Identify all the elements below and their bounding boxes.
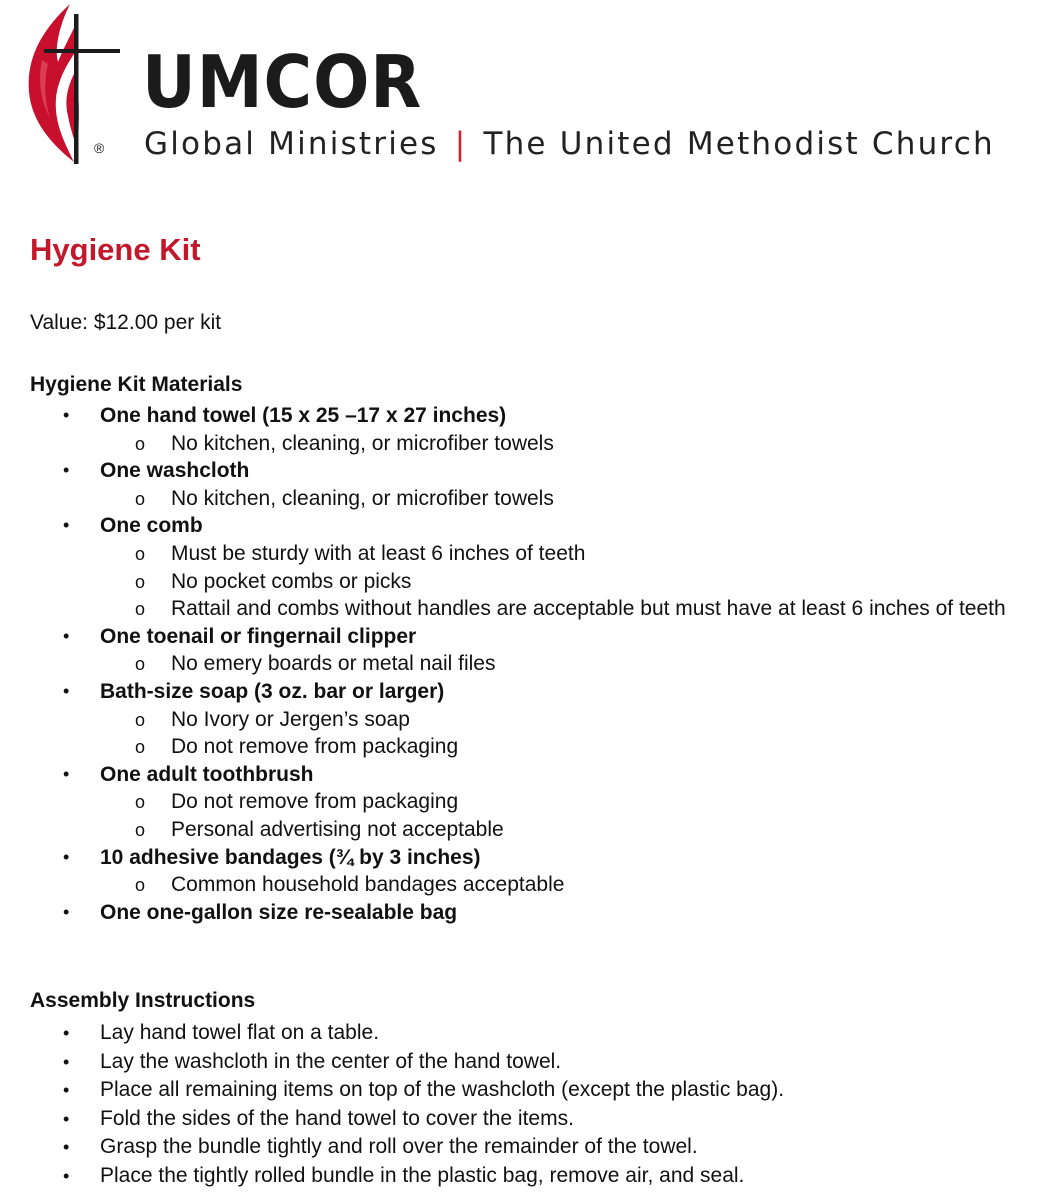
material-item-label: One toenail or fingernail clipper bbox=[100, 624, 417, 648]
material-item-label: One one-gallon size re-sealable bag bbox=[100, 900, 458, 924]
material-notes-list bbox=[100, 871, 1045, 899]
material-notes-list bbox=[100, 430, 1045, 458]
material-note bbox=[100, 595, 1045, 623]
material-item bbox=[0, 678, 1045, 761]
tagline-left: Global Ministries bbox=[144, 126, 439, 162]
assembly-step bbox=[0, 1162, 1045, 1191]
materials-list bbox=[0, 402, 1045, 926]
bullet-icon: • bbox=[63, 763, 70, 784]
material-note-text: No kitchen, cleaning, or microfiber towels bbox=[171, 486, 554, 510]
material-notes-list bbox=[100, 788, 1045, 843]
cross-and-flame-logo-icon bbox=[24, 0, 129, 168]
brand-name: UMCOR bbox=[142, 40, 423, 124]
kit-value: Value: $12.00 per kit bbox=[30, 311, 222, 334]
material-notes-list bbox=[100, 650, 1045, 678]
circle-bullet-icon: o bbox=[135, 737, 146, 758]
material-item bbox=[0, 512, 1045, 622]
bullet-icon: • bbox=[63, 405, 70, 425]
circle-bullet-icon: o bbox=[135, 792, 146, 813]
assembly-step bbox=[0, 1105, 1045, 1134]
assembly-step bbox=[0, 1133, 1045, 1162]
bullet-icon: • bbox=[63, 1165, 70, 1186]
bullet-icon: • bbox=[63, 901, 70, 922]
material-item bbox=[0, 844, 1045, 899]
material-note bbox=[100, 871, 1045, 899]
material-note-text: No Ivory or Jergen’s soap bbox=[171, 707, 410, 731]
assembly-step-text: Fold the sides of the hand towel to cover the items. bbox=[100, 1106, 574, 1130]
circle-bullet-icon: o bbox=[135, 488, 146, 509]
material-note-text: Do not remove from packaging bbox=[171, 790, 459, 814]
material-note bbox=[100, 540, 1045, 568]
registered-mark: ® bbox=[94, 140, 105, 156]
bullet-icon: • bbox=[63, 1137, 70, 1158]
material-item-label: Bath-size soap (3 oz. bar or larger) bbox=[100, 679, 445, 703]
material-item bbox=[0, 761, 1045, 844]
materials-heading: Hygiene Kit Materials bbox=[30, 373, 243, 396]
material-item-label: 10 adhesive bandages (¾ by 3 inches) bbox=[100, 845, 481, 869]
material-notes-list bbox=[100, 540, 1045, 623]
assembly-step-text: Lay the washcloth in the center of the hand towel. bbox=[100, 1049, 562, 1073]
material-note-text: Common household bandages acceptable bbox=[171, 873, 565, 897]
assembly-heading: Assembly Instructions bbox=[30, 989, 256, 1012]
assembly-step bbox=[0, 1048, 1045, 1077]
assembly-step-text: Place the tightly rolled bundle in the plastic bag, remove air, and seal. bbox=[100, 1163, 745, 1187]
material-note-text: No emery boards or metal nail files bbox=[171, 652, 496, 676]
bullet-icon: • bbox=[63, 1080, 70, 1101]
circle-bullet-icon: o bbox=[135, 654, 146, 675]
assembly-step-text: Place all remaining items on top of the washcloth (except the plastic bag). bbox=[100, 1078, 785, 1102]
material-note bbox=[100, 568, 1045, 596]
page-title: Hygiene Kit bbox=[30, 232, 201, 267]
bullet-icon: • bbox=[63, 680, 70, 701]
material-item-label: One comb bbox=[100, 514, 203, 538]
material-item-label: One adult toothbrush bbox=[100, 762, 314, 786]
bullet-icon: • bbox=[63, 1051, 70, 1072]
material-note bbox=[100, 788, 1045, 816]
material-note-text: Do not remove from packaging bbox=[171, 735, 459, 759]
circle-bullet-icon: o bbox=[135, 571, 146, 592]
assembly-step bbox=[0, 1019, 1045, 1048]
material-item-label: One washcloth bbox=[100, 459, 250, 483]
material-note-text: Personal advertising not acceptable bbox=[171, 817, 504, 841]
bullet-icon: • bbox=[63, 460, 70, 481]
bullet-icon: • bbox=[63, 1023, 70, 1043]
material-note bbox=[100, 650, 1045, 678]
assembly-step-text: Lay hand towel flat on a table. bbox=[100, 1021, 380, 1044]
circle-bullet-icon: o bbox=[135, 819, 146, 840]
bullet-icon: • bbox=[63, 515, 70, 536]
material-notes-list bbox=[100, 485, 1045, 513]
bullet-icon: • bbox=[63, 1108, 70, 1129]
organization-tagline bbox=[144, 124, 995, 164]
bullet-icon: • bbox=[63, 625, 70, 646]
circle-bullet-icon: o bbox=[135, 875, 146, 896]
material-note bbox=[100, 733, 1045, 761]
circle-bullet-icon: o bbox=[135, 709, 146, 730]
material-item bbox=[0, 402, 1045, 457]
material-item bbox=[0, 457, 1045, 512]
material-note-text: No kitchen, cleaning, or microfiber towels bbox=[171, 431, 554, 455]
material-notes-list bbox=[100, 706, 1045, 761]
circle-bullet-icon: o bbox=[135, 599, 146, 620]
assembly-list bbox=[0, 1019, 1045, 1191]
assembly-step bbox=[0, 1076, 1045, 1105]
material-note-text: Rattail and combs without handles are acceptable but must have at least 6 inches of teeth bbox=[171, 597, 1006, 621]
material-note bbox=[100, 485, 1045, 513]
tagline-separator: | bbox=[454, 126, 468, 162]
material-note bbox=[100, 706, 1045, 734]
material-note-text: No pocket combs or picks bbox=[171, 569, 412, 593]
tagline-right: The United Methodist Church bbox=[483, 126, 995, 162]
material-item bbox=[0, 899, 1045, 927]
material-item bbox=[0, 623, 1045, 678]
material-item-label: One hand towel (15 x 25 –17 x 27 inches) bbox=[100, 404, 507, 427]
material-note bbox=[100, 430, 1045, 458]
bullet-icon: • bbox=[63, 846, 70, 867]
circle-bullet-icon: o bbox=[135, 433, 146, 454]
material-note bbox=[100, 816, 1045, 844]
circle-bullet-icon: o bbox=[135, 543, 146, 564]
assembly-step-text: Grasp the bundle tightly and roll over the remainder of the towel. bbox=[100, 1135, 698, 1159]
material-note-text: Must be sturdy with at least 6 inches of teeth bbox=[171, 541, 586, 565]
